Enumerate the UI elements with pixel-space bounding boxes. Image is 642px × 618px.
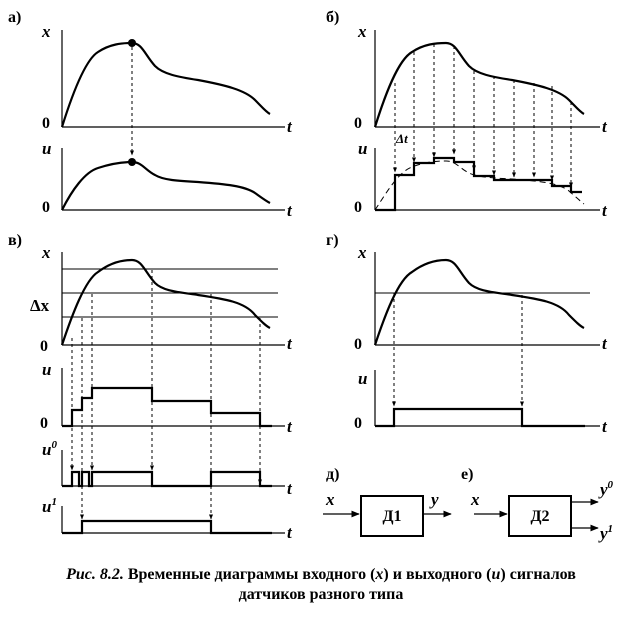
a-input-curve — [62, 43, 270, 127]
panel-b — [326, 9, 608, 220]
v-u1-label: $u^1$ — [42, 496, 57, 516]
g-zero-label: 0 — [354, 336, 362, 353]
panel-g — [326, 232, 608, 436]
d1-block-label: Д1 — [382, 508, 402, 525]
panel-v-label: в) — [8, 232, 22, 249]
d1-input-label: x — [326, 490, 335, 509]
figure-caption-line-2: датчиков разного типа — [238, 586, 404, 603]
d2-output1-label: $y^1$ — [600, 523, 614, 543]
b-t-label: t — [602, 117, 607, 136]
v-u0-output — [62, 472, 272, 486]
a-t-label: t — [287, 117, 292, 136]
v-u0-label: $u^0$ — [42, 439, 57, 459]
b-zero2-label: 0 — [354, 199, 362, 216]
panel-a — [8, 9, 293, 220]
b-sampling-arrows — [395, 44, 571, 187]
v-u-label: u — [42, 360, 52, 379]
v-zero2-label: 0 — [40, 415, 48, 432]
v-input-curve — [62, 260, 270, 345]
panel-a-label: а) — [8, 9, 22, 26]
v-u1-t-label: t — [287, 523, 292, 542]
panel-d — [323, 466, 451, 536]
g-input-curve — [375, 260, 584, 345]
b-u-label: u — [358, 139, 368, 158]
v-u1-output — [62, 521, 272, 533]
v-zero-label: 0 — [40, 338, 48, 355]
a-u-label: u — [42, 139, 52, 158]
panel-v — [8, 232, 293, 542]
d2-block-label: Д2 — [530, 508, 550, 525]
b-dt-label: Δt — [396, 131, 408, 146]
v-dx-label: Δx — [30, 296, 50, 315]
b-input-curve — [375, 43, 584, 127]
a-zero2-label: 0 — [42, 199, 50, 216]
g-u-label: u — [358, 369, 368, 388]
g-x-label: x — [358, 243, 367, 262]
panel-d-label: д) — [326, 466, 340, 483]
b-zero-label: 0 — [354, 115, 362, 132]
b-staircase-output — [375, 158, 582, 210]
a-output-curve — [62, 162, 270, 210]
a-sample-point-u — [128, 158, 136, 166]
a-t2-label: t — [287, 201, 292, 220]
v-projection-arrows — [72, 270, 260, 519]
b-t2-label: t — [602, 201, 607, 220]
b-x-label: x — [358, 22, 367, 41]
panel-g-label: г) — [326, 232, 339, 249]
g-u-output — [375, 409, 585, 426]
v-u0-t-label: t — [287, 479, 292, 498]
d1-output-label: y — [431, 490, 439, 509]
g-zero2-label: 0 — [354, 415, 362, 432]
a-sample-point-x — [128, 39, 136, 47]
v-x-label: x — [42, 243, 51, 262]
caption-text-3: ) сигналов — [500, 566, 576, 583]
figure-caption — [0, 565, 642, 585]
g-t-label: t — [602, 334, 607, 353]
d2-output0-label: $y^0$ — [600, 479, 614, 499]
caption-prefix: Рис. 8.2. — [66, 566, 124, 583]
panel-e — [461, 466, 614, 543]
d2-input-label: x — [471, 490, 480, 509]
v-t-label: t — [287, 334, 292, 353]
caption-var-x: x — [375, 566, 384, 583]
a-zero-label: 0 — [42, 115, 50, 132]
v-u-t-label: t — [287, 417, 292, 436]
v-u-output — [62, 388, 272, 426]
caption-var-u: u — [491, 566, 501, 583]
a-x-label: x — [42, 22, 51, 41]
caption-text-1: Временные диаграммы входного ( — [123, 566, 376, 583]
g-u-t-label: t — [602, 417, 607, 436]
panel-b-label: б) — [326, 9, 340, 26]
caption-text-2: ) и выходного ( — [383, 566, 492, 583]
panel-e-label: е) — [461, 466, 474, 483]
